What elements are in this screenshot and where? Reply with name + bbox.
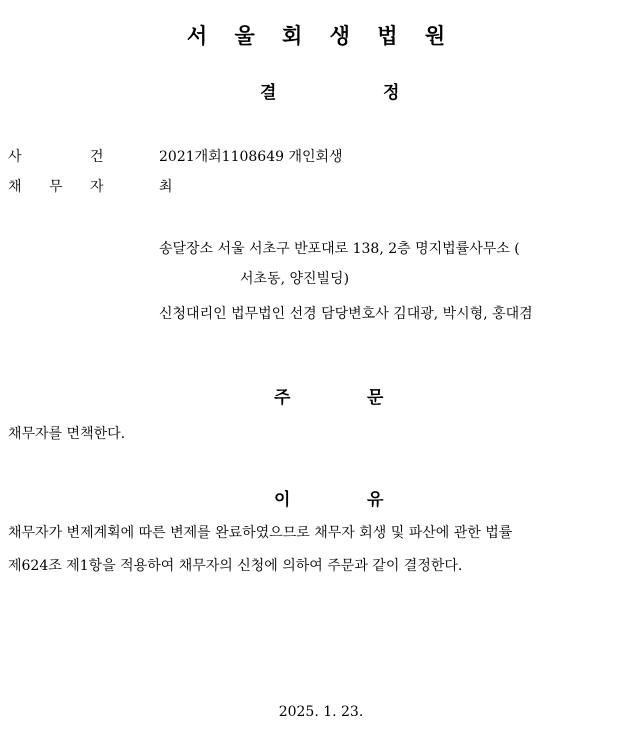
debtor-label-char: 자 [90,179,104,195]
reason-title-left: 이 [274,490,291,510]
applicant-agent: 신청대리인 법무법인 선경 담당변호사 김대광, 박시형, 홍대겸 [159,306,533,322]
case-label-char: 건 [90,149,104,165]
case-label-char: 사 [8,149,22,165]
decision-date: 2025. 1. 23. [278,704,364,720]
case-number: 2021개회1108649 개인회생 [159,149,343,165]
court-name: 서 울 회 생 법 원 [186,24,456,48]
service-address-line2: 서초동, 양진빌딩) [240,271,350,287]
order-title-right: 문 [367,388,384,408]
order-text: 채무자를 면책한다. [8,426,126,442]
reason-text-line: 채무자가 변제계획에 따른 변제를 완료하였으므로 채무자 회생 및 파산에 관한 법률 [8,525,513,541]
debtor-label-char: 무 [49,179,63,195]
reason-text-line: 제624조 제1항을 적용하여 채무자의 신청에 의하여 주문과 같이 결정한다. [8,558,463,574]
order-title-left: 주 [274,388,291,408]
debtor-label-char: 채 [8,179,22,195]
reason-title-right: 유 [367,490,384,510]
decision-title-left: 결 [260,83,277,103]
debtor-name: 최 [159,179,173,195]
service-address-line1: 송달장소 서울 서초구 반포대로 138, 2층 명지법률사무소 ( [159,241,520,257]
decision-title-right: 정 [383,83,400,103]
